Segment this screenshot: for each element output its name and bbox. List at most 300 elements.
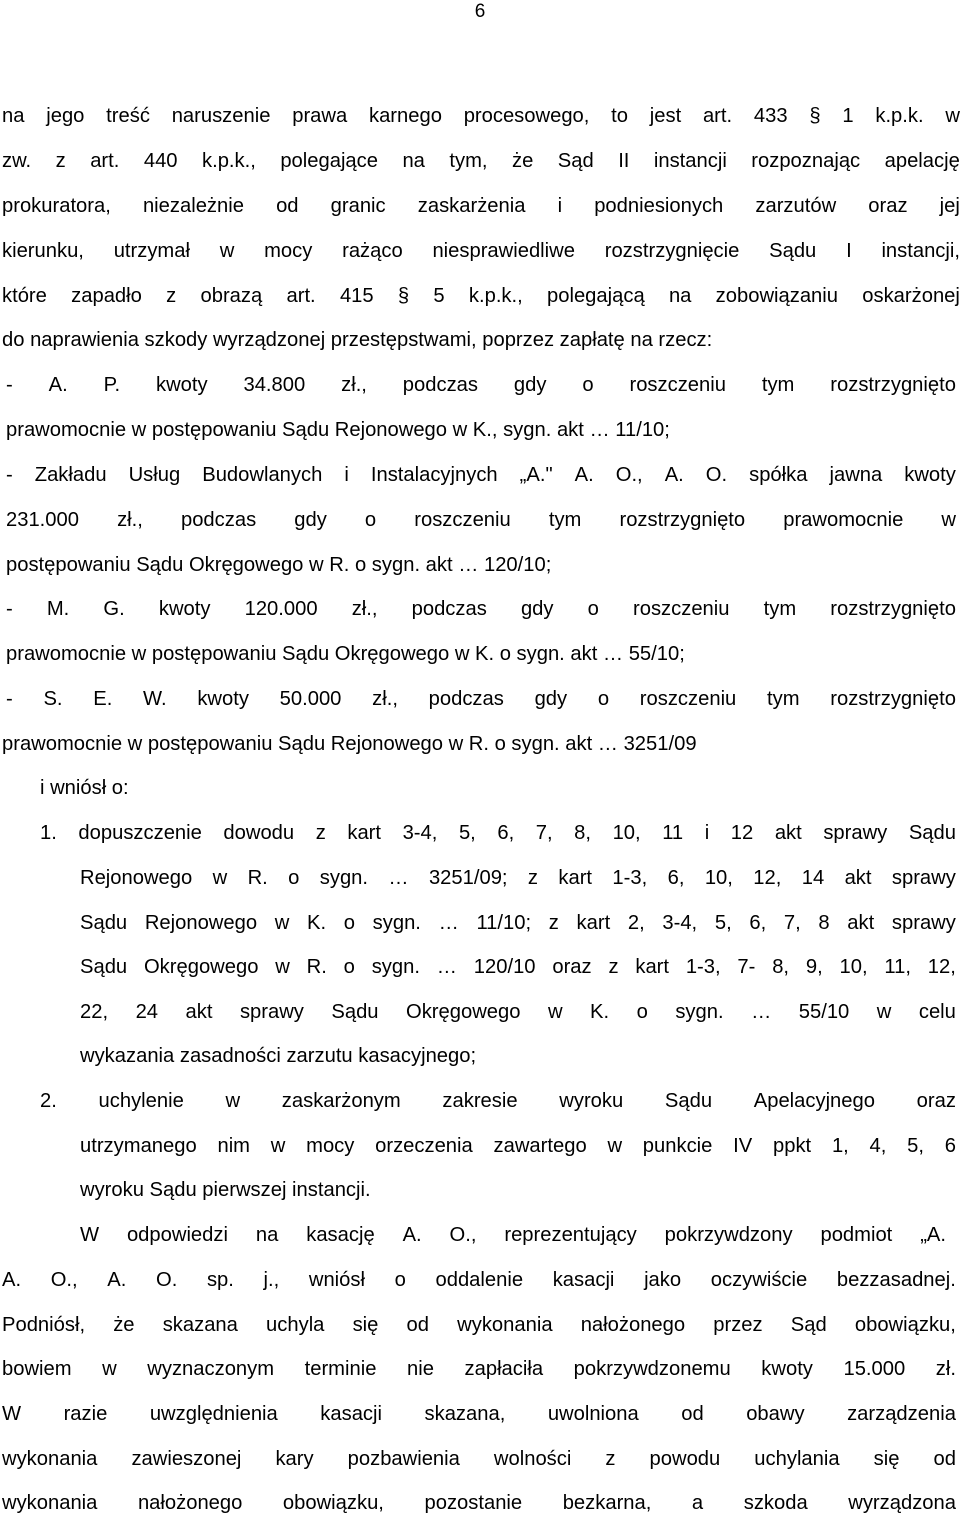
word: A. <box>48 374 68 396</box>
word: podczas <box>180 509 257 531</box>
word: 15.000 <box>843 1358 906 1380</box>
word: utrzymanego <box>80 1135 197 1157</box>
word: od <box>276 195 299 217</box>
word: w <box>127 733 143 755</box>
word: 50.000 <box>279 688 342 710</box>
word: terminie <box>304 1358 377 1380</box>
text-line <box>2 1357 956 1381</box>
word: O., <box>615 464 643 486</box>
word: tym, <box>449 150 488 172</box>
word: od <box>681 1403 704 1425</box>
word: 10, <box>704 867 733 889</box>
word: art. <box>90 150 120 172</box>
word: Zakładu <box>34 464 107 486</box>
word: sprawy <box>891 912 956 934</box>
word: uchylania <box>754 1448 840 1470</box>
word: postępowaniu <box>151 643 277 665</box>
word: Instalacyjnych <box>370 464 498 486</box>
word: R. <box>329 554 350 576</box>
word: mocy <box>306 1135 355 1157</box>
word: A. <box>107 1269 127 1291</box>
word: sprawy <box>239 1001 304 1023</box>
word: oczywiście <box>710 1269 808 1291</box>
text-line <box>6 687 956 711</box>
word: w <box>876 1001 892 1023</box>
word: w <box>448 733 464 755</box>
word: roszczeniu <box>633 598 730 620</box>
word: zw. <box>2 150 32 172</box>
word: dopuszczenie <box>78 822 202 844</box>
word: polegające <box>280 150 378 172</box>
text-line <box>6 508 956 532</box>
word: akt <box>565 733 593 755</box>
word: sygn. <box>371 956 420 978</box>
text-line <box>40 776 956 800</box>
word: tym <box>763 598 797 620</box>
word: podczas <box>411 598 487 620</box>
word: akt <box>556 419 584 441</box>
word: Okręgowego <box>143 956 259 978</box>
word: orzeczenia <box>375 1135 473 1157</box>
word: 1 <box>842 105 854 127</box>
word: Sądu <box>149 1179 197 1201</box>
word: W <box>2 1403 22 1425</box>
word: w <box>212 867 228 889</box>
word: że <box>113 1314 135 1336</box>
word: akt <box>185 1001 213 1023</box>
word: sygn. <box>503 419 552 441</box>
word: zapłatę <box>559 329 625 351</box>
word: 55/10; <box>628 643 685 665</box>
word: o <box>394 1269 406 1291</box>
word: zł., <box>117 509 143 531</box>
text-line <box>2 149 960 173</box>
word: nim <box>217 1135 250 1157</box>
word: zapłaciła <box>464 1358 544 1380</box>
word: ppkt <box>773 1135 812 1157</box>
word: zarzutu <box>286 1045 353 1067</box>
word: … <box>388 867 409 889</box>
word: z <box>55 150 66 172</box>
word: zaskarżonym <box>281 1090 401 1112</box>
text-line <box>80 911 956 935</box>
word: w <box>275 956 290 978</box>
word: obawy <box>746 1403 805 1425</box>
word: K., <box>472 419 498 441</box>
word: O. <box>156 1269 178 1291</box>
word: sprawy <box>891 867 956 889</box>
word: o <box>587 598 599 620</box>
word: zobowiązaniu <box>715 285 838 307</box>
word: gdy <box>534 688 568 710</box>
word: 22, <box>80 1001 109 1023</box>
word: naprawienia <box>30 329 139 351</box>
word: z <box>166 285 177 307</box>
word: w <box>607 1135 623 1157</box>
word: kwoty <box>197 688 249 710</box>
word: przestępstwami, <box>330 329 477 351</box>
word: O., <box>449 1224 477 1246</box>
word: z <box>315 822 326 844</box>
word: rozstrzygnięto <box>830 688 956 710</box>
word: 2. <box>40 1090 57 1112</box>
word: nie <box>407 1358 434 1380</box>
word: W <box>80 1224 100 1246</box>
word: 6 <box>944 1135 956 1157</box>
word: skazana <box>162 1314 238 1336</box>
word: wykonania <box>2 1492 98 1514</box>
word: 10, <box>612 822 641 844</box>
text-line <box>80 1044 956 1068</box>
word: prawa <box>292 105 348 127</box>
word: … <box>597 733 618 755</box>
word: … <box>458 554 479 576</box>
word: 6, <box>749 912 767 934</box>
word: prawomocnie <box>6 419 127 441</box>
text-line <box>2 284 960 308</box>
word: mocy <box>264 240 313 262</box>
word: uwolniona <box>547 1403 639 1425</box>
word: M. <box>46 598 70 620</box>
word: Rejonowego <box>334 419 448 441</box>
word: kasacji <box>552 1269 615 1291</box>
word: sygn. <box>516 643 565 665</box>
word: kart <box>558 867 593 889</box>
word: roszczeniu <box>629 374 726 396</box>
word: 12, <box>927 956 956 978</box>
word: wyroku <box>80 1179 144 1201</box>
word: Okręgowego <box>406 1001 521 1023</box>
word: w <box>102 1358 117 1380</box>
word: 4, <box>869 1135 887 1157</box>
word: jest <box>649 105 682 127</box>
word: roszczeniu <box>414 509 511 531</box>
word: Okręgowego <box>188 554 304 576</box>
word: § <box>809 105 821 127</box>
word: o <box>343 912 355 934</box>
word: § <box>397 285 410 307</box>
word: Sąd <box>557 150 594 172</box>
word: - <box>6 688 13 710</box>
word: bowiem <box>2 1358 72 1380</box>
word: w <box>454 643 470 665</box>
word: wniósł <box>308 1269 365 1291</box>
word: … <box>602 643 624 665</box>
word: A. <box>574 464 594 486</box>
word: k.p.k. <box>875 105 924 127</box>
word: instancji, <box>881 240 960 262</box>
word: 3-4, <box>662 912 698 934</box>
word: instancji. <box>292 1179 371 1201</box>
word: Apelacyjnego <box>753 1090 875 1112</box>
word: wniósł <box>50 777 107 799</box>
word: akt <box>570 643 598 665</box>
text-line <box>2 1447 956 1471</box>
word: akt <box>774 822 802 844</box>
word: … <box>751 1001 772 1023</box>
word: kasacji <box>320 1403 382 1425</box>
word: Sądu <box>136 554 184 576</box>
word: że <box>512 150 534 172</box>
word: niesprawiedliwe <box>432 240 575 262</box>
text-line <box>80 866 956 890</box>
word: 1-3, <box>612 867 648 889</box>
word: w <box>452 419 468 441</box>
word: postępowaniu <box>147 733 273 755</box>
word: 11/10; <box>615 419 670 441</box>
word: kwoty <box>904 464 956 486</box>
word: uchyla <box>266 1314 325 1336</box>
word: W. <box>143 688 167 710</box>
word: postępowaniu <box>6 554 131 576</box>
word: 415 <box>339 285 374 307</box>
word: z <box>527 867 539 889</box>
word: 5, <box>907 1135 924 1157</box>
page-number: 6 <box>474 1 486 22</box>
word: - <box>6 464 13 486</box>
word: powodu <box>649 1448 721 1470</box>
word: 11, <box>884 956 911 978</box>
word: zawartego <box>493 1135 587 1157</box>
word: - <box>6 374 13 396</box>
word: 10, <box>839 956 868 978</box>
word: o <box>636 1001 648 1023</box>
word: z <box>608 956 619 978</box>
word: prawomocnie <box>2 733 123 755</box>
word: 1, <box>831 1135 849 1157</box>
word: „A. <box>920 1224 946 1246</box>
word: w <box>131 419 147 441</box>
word: R. <box>468 733 489 755</box>
word: a <box>691 1492 704 1514</box>
word: zaskarżenia <box>417 195 526 217</box>
word: akt <box>425 554 453 576</box>
word: 11/10; <box>476 912 532 934</box>
word: sygn. <box>372 912 421 934</box>
word: się <box>873 1448 900 1470</box>
word: 12, <box>753 867 782 889</box>
word: 8, <box>772 956 790 978</box>
word: IV <box>733 1135 753 1157</box>
word: Rejonowego <box>80 867 193 889</box>
word: kart <box>635 956 669 978</box>
word: 55/10 <box>798 1001 850 1023</box>
word: o: <box>111 777 129 799</box>
word: obowiązku, <box>282 1492 384 1514</box>
word: i <box>40 777 45 799</box>
text-line <box>80 1000 956 1024</box>
word: tym <box>548 509 582 531</box>
word: G. <box>103 598 125 620</box>
word: rozstrzygnięto <box>619 509 746 531</box>
word: nałożonego <box>580 1314 686 1336</box>
word: 5, <box>714 912 732 934</box>
word: 8 <box>818 912 830 934</box>
word: Okręgowego <box>334 643 450 665</box>
word: tym <box>767 688 800 710</box>
word: zarzutów <box>755 195 837 217</box>
text-line <box>2 732 956 756</box>
word: gdy <box>294 509 327 531</box>
word: uwzględnienia <box>149 1403 278 1425</box>
word: Sądu <box>769 240 817 262</box>
word: roszczeniu <box>639 688 737 710</box>
word: … <box>438 912 459 934</box>
word: obowiązku, <box>854 1314 956 1336</box>
word: A. <box>664 464 684 486</box>
word: rzecz: <box>658 329 713 351</box>
word: przez <box>713 1314 763 1336</box>
word: E. <box>93 688 113 710</box>
word: O., <box>50 1269 78 1291</box>
word: 12 <box>730 822 754 844</box>
word: niezależnie <box>142 195 244 217</box>
word: szkody <box>144 329 208 351</box>
word: rozpoznając <box>751 150 861 172</box>
word: k.p.k., <box>468 285 523 307</box>
text-line <box>6 463 956 487</box>
text-line <box>2 1402 956 1426</box>
word: Sądu <box>282 643 330 665</box>
word: 2, <box>627 912 645 934</box>
word: „A." <box>519 464 553 486</box>
word: punkcie <box>642 1135 713 1157</box>
word: wolności <box>493 1448 572 1470</box>
word: granic <box>330 195 386 217</box>
word: K. <box>475 643 495 665</box>
word: to <box>611 105 628 127</box>
word: 120.000 <box>244 598 318 620</box>
word: - <box>6 598 13 620</box>
word: szkoda <box>743 1492 808 1514</box>
word: karnego <box>368 105 442 127</box>
word: oraz <box>916 1090 956 1112</box>
word: jawna <box>829 464 883 486</box>
word: kasację <box>306 1224 375 1246</box>
word: bezkarna, <box>562 1492 652 1514</box>
word: k.p.k., <box>202 150 256 172</box>
word: wyrządzonej <box>212 329 326 351</box>
word: wyznaczonym <box>147 1358 275 1380</box>
text-line <box>6 597 956 621</box>
word: w <box>309 554 324 576</box>
word: 3-4, <box>402 822 438 844</box>
word: art. <box>286 285 316 307</box>
word: na <box>255 1224 279 1246</box>
word: 8, <box>574 822 591 844</box>
word: zapadło <box>71 285 142 307</box>
word: zawieszonej <box>131 1448 242 1470</box>
word: Sąd <box>790 1314 827 1336</box>
word: wykonania <box>457 1314 553 1336</box>
word: Sądu <box>80 956 128 978</box>
word: wyrządzona <box>848 1492 956 1514</box>
word: 3251/09 <box>623 733 697 755</box>
word: się <box>352 1314 379 1336</box>
word: pozbawienia <box>347 1448 460 1470</box>
text-line <box>2 239 960 263</box>
word: zarządzenia <box>847 1403 956 1425</box>
word: o <box>582 374 594 396</box>
word: prawomocnie <box>6 643 127 665</box>
word: razie <box>63 1403 108 1425</box>
word: pokrzywdzony <box>664 1224 793 1246</box>
text-line <box>2 1491 956 1515</box>
word: tym <box>761 374 795 396</box>
text-line <box>80 1223 946 1247</box>
word: oddalenie <box>435 1269 524 1291</box>
word: oraz <box>868 195 908 217</box>
word: od <box>933 1448 956 1470</box>
word: spółka <box>749 464 808 486</box>
word: Sądu <box>908 822 956 844</box>
word: 1-3, <box>685 956 721 978</box>
word: O. <box>705 464 728 486</box>
word: kart <box>576 912 611 934</box>
word: kierunku, <box>2 240 84 262</box>
word: apelację <box>884 150 960 172</box>
word: Rejonowego <box>330 733 444 755</box>
word: gdy <box>513 374 547 396</box>
word: w <box>219 240 235 262</box>
word: 7, <box>535 822 553 844</box>
word: rozstrzygnięcie <box>604 240 740 262</box>
word: odpowiedzi <box>126 1224 228 1246</box>
word: kwoty <box>158 598 211 620</box>
word: oraz <box>552 956 592 978</box>
word: pierwszej <box>202 1179 287 1201</box>
word: jej <box>939 195 960 217</box>
word: j., <box>263 1269 280 1291</box>
word: rażąco <box>342 240 403 262</box>
word: podniesionych <box>594 195 724 217</box>
text-line <box>2 1313 956 1337</box>
word: o <box>499 643 511 665</box>
text-line <box>2 1268 956 1292</box>
word: prokuratora, <box>2 195 111 217</box>
word: sygn. <box>319 867 369 889</box>
word: bezzasadnej. <box>836 1269 956 1291</box>
word: dowodu <box>223 822 295 844</box>
word: o <box>343 956 355 978</box>
word: i <box>344 464 349 486</box>
word: w <box>547 1001 563 1023</box>
word: sprawy <box>823 822 888 844</box>
word: jego <box>46 105 85 127</box>
word: Sądu <box>278 733 326 755</box>
word: I <box>846 240 852 262</box>
word: celu <box>918 1001 956 1023</box>
word: poprzez <box>482 329 555 351</box>
word: art. <box>702 105 733 127</box>
word: kart <box>347 822 382 844</box>
word: rozstrzygnięto <box>830 598 956 620</box>
word: gdy <box>520 598 554 620</box>
word: oskarżonej <box>862 285 960 307</box>
word: Usług <box>128 464 181 486</box>
word: kary <box>275 1448 314 1470</box>
text-line <box>2 328 960 352</box>
word: pozostanie <box>424 1492 523 1514</box>
word: naruszenie <box>171 105 271 127</box>
text-line <box>2 194 960 218</box>
word: 231.000 <box>6 509 79 531</box>
word: akt <box>844 867 872 889</box>
word: wykazania <box>80 1045 175 1067</box>
word: Sądu <box>80 912 128 934</box>
word: procesowego, <box>463 105 590 127</box>
word: utrzymał <box>113 240 190 262</box>
